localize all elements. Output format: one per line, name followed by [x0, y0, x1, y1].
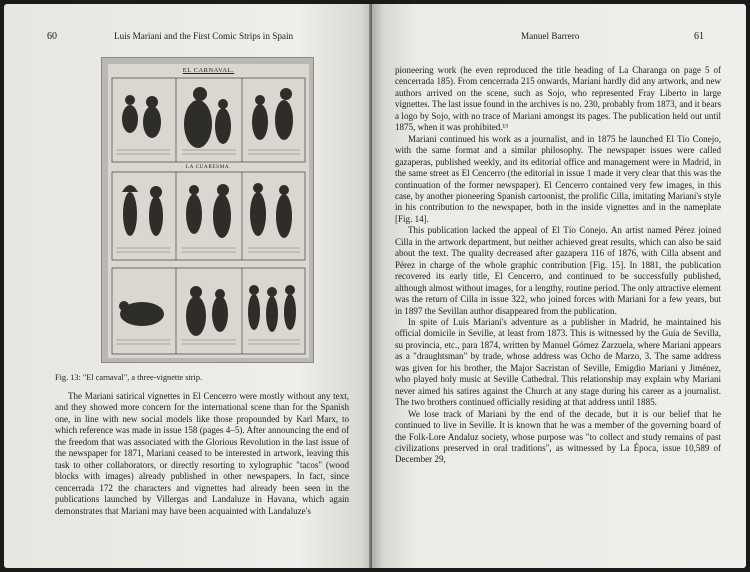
figure-subtitle: LA CUARESMA. — [185, 164, 232, 170]
engraving-illustration — [108, 64, 309, 358]
running-head-right: Manuel Barrero — [521, 31, 580, 41]
right-page — [372, 4, 746, 568]
right-body-text — [395, 65, 721, 466]
figure-el-carnaval — [101, 57, 314, 363]
figure-title: EL CARNAVAL. — [182, 67, 235, 74]
left-body-text — [55, 391, 349, 517]
paragraph: We lose track of Mariani by the end of the decade, but it is our belief that he continued to live in Seville. It is known that he was a member of the governing board of the Folk-Lore Andaluz society, whose purpose was "to collect and study remains of past civilizations preserved in oral traditions", as witnessed by La Época, issue 10,589 of December 29, — [395, 408, 721, 465]
figure-caption: Fig. 13: "El carnaval", a three-vignette strip. — [55, 373, 203, 382]
paragraph: Mariani continued his work as a journalist, and in 1875 he launched El Tío Conejo, with the same format and a similar philosophy. The newspaper issues were called gazaperas, published weekly, and its editorial office and management were in Madrid, in the same street as El Cencerro (the editorial in issue 1 made it very clear that this was the continuation of the former newspaper). El Cencerro contained very few images, in this case, by another pioneering Spanish cartoonist, the prolific Cilla, imitating Mariani's style in his contribution to the newspaper, both in the inside vignettes and in the nameplate [Fig. 14]. — [395, 133, 721, 224]
engraving — [108, 64, 309, 358]
page-number-right: 61 — [694, 31, 704, 42]
paragraph: This publication lacked the appeal of El Tío Conejo. An artist named Pérez joined Cilla in the artwork department, but neither achieved great results, which can also be said about the text. The quality decreased after gazapera 116 of 1876, with Cilla absent and Pérez in charge of the whole graphic contribution [Fig. 15]. In 1881, the publication recovered its early title, El Cencerro, and continued to be successfully published, although almost without images, for a lengthy, routine period. The only attractive element was the return of Cilla in issue 322, who joined forces with Mariani for a few years, but in 1897 the Sevillan author disappeared from the publication. — [395, 225, 721, 316]
paragraph: pioneering work (he even reproduced the title heading of La Charanga on page 5 of cencerrada 185). From cencerrada 215 onwards, Mariani hardly did any artwork, and new authors arrived on the scene, such as Sojo, who represented Fray Liberto in large vignettes. The last issue found in the archives is no. 230, probably from 1873, and it bears a logo by Sojo, with no trace of Mariani amongst its pages. The publication held out until 1875, when it was prohibited.¹³ — [395, 65, 721, 133]
running-head-left: Luis Mariani and the First Comic Strips in Spain — [114, 31, 294, 41]
page-number-left: 60 — [47, 31, 57, 42]
paragraph: In spite of Luis Mariani's adventure as a publisher in Madrid, he maintained his official domicile in Seville, at least from 1873. This is witnessed by the Guía de Sevilla, su provincia, etc., para 1874, written by Manuel Gómez Zarzuela, where Mariani appears as a "draughtsman" by trade, whose address was Ocho de Marzo, 3. The same address was given for his brother, the Major Sacristan of Seville, Emigdio Mariani y Jiménez, who played holy music at Seville Cathedral. This relationship may explain why Mariani never aimed his satires against the Church at any stage during his career as a journalist. The two brothers continued officially residing at that address until 1885. — [395, 316, 721, 408]
left-page — [4, 4, 372, 568]
paragraph: The Mariani satirical vignettes in El Cencerro were mostly without any text, and they showed more concern for the international scene than for the Spanish one, in line with new social models like those propounded by Karl Marx, to which reference was made in issue 158 (pages 4–5). After announcing the end of the freedom that was associated with the Glorious Revolution in the last issue of the newspaper for 1871, Mariani ceased to be interested in artwork, leaving this task to other collaborators, or directly resorting to xylographic "tacos" (wood blocks with images) already published in other newspapers. In fact, since cencerrada 172 the characters and vignettes had already been seen in the publications launched by Villergas and Landaluze in Havana, which again demonstrates that Mariani may have been acquainted with Landaluze's — [55, 391, 349, 516]
